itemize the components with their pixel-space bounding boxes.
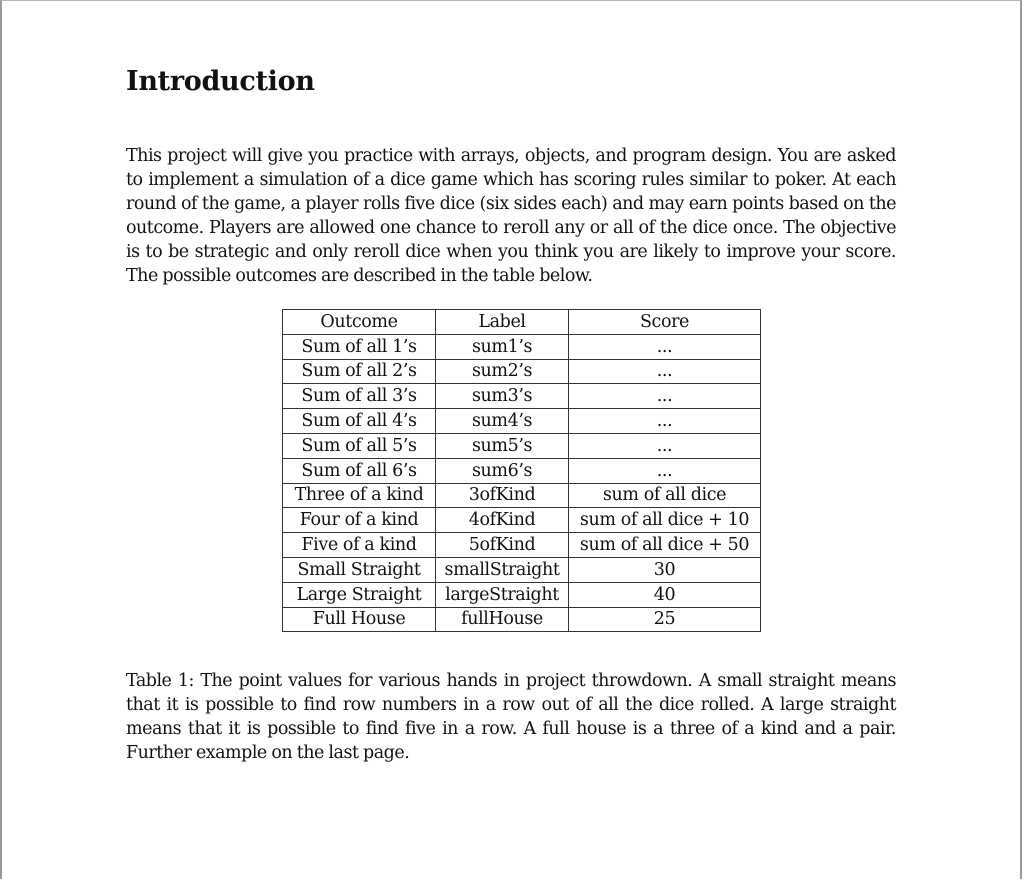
- outcomes-table: [282, 309, 761, 632]
- label-cell: sum5’s: [436, 433, 569, 458]
- label-cell: sum4’s: [436, 409, 569, 434]
- table-row: [283, 458, 761, 483]
- table-row: [283, 409, 761, 434]
- score-cell: sum of all dice + 10: [569, 508, 761, 533]
- document-content: [126, 66, 896, 783]
- table-wrapper: [126, 309, 896, 632]
- score-cell: sum of all dice + 50: [569, 533, 761, 558]
- outcome-cell: Sum of all 5’s: [283, 433, 436, 458]
- label-cell: 5ofKind: [436, 533, 569, 558]
- table-row: [283, 508, 761, 533]
- score-cell: 25: [569, 607, 761, 632]
- score-cell: ...: [569, 384, 761, 409]
- outcome-cell: Sum of all 1’s: [283, 334, 436, 359]
- table-row: [283, 533, 761, 558]
- outcome-cell: Five of a kind: [283, 533, 436, 558]
- outcome-cell: Sum of all 4’s: [283, 409, 436, 434]
- table-row: [283, 483, 761, 508]
- score-cell: sum of all dice: [569, 483, 761, 508]
- table-row: [283, 582, 761, 607]
- label-cell: 3ofKind: [436, 483, 569, 508]
- label-cell: fullHouse: [436, 607, 569, 632]
- intro-paragraph: This project will give you practice with arrays, objects, and program design. You are asked to implement a simulation of a dice game which has scoring rules similar to poker. At each round of the game, a player rolls five dice (six sides each) and may earn points based on the outcome. Players are allowed one chance to reroll any or all of the dice once. The objective is to be strategic and only reroll dice when you think you are likely to improve your score. The possible outcomes are described in the table below.: [126, 146, 896, 286]
- table-row: [283, 334, 761, 359]
- label-cell: sum1’s: [436, 334, 569, 359]
- label-cell: largeStraight: [436, 582, 569, 607]
- score-cell: ...: [569, 409, 761, 434]
- label-cell: sum3’s: [436, 384, 569, 409]
- outcome-cell: Sum of all 3’s: [283, 384, 436, 409]
- table-row: [283, 433, 761, 458]
- section-heading: Introduction: [126, 66, 315, 97]
- header-score: Score: [569, 310, 761, 335]
- table-row: [283, 557, 761, 582]
- outcome-cell: Sum of all 2’s: [283, 359, 436, 384]
- header-label: Label: [436, 310, 569, 335]
- score-cell: 40: [569, 582, 761, 607]
- outcome-cell: Small Straight: [283, 557, 436, 582]
- score-cell: 30: [569, 557, 761, 582]
- outcome-cell: Four of a kind: [283, 508, 436, 533]
- score-cell: ...: [569, 433, 761, 458]
- table-header-row: [283, 310, 761, 335]
- label-cell: sum2’s: [436, 359, 569, 384]
- table-row: [283, 384, 761, 409]
- score-cell: ...: [569, 334, 761, 359]
- table-row: [283, 607, 761, 632]
- score-cell: ...: [569, 359, 761, 384]
- score-cell: ...: [569, 458, 761, 483]
- outcome-cell: Large Straight: [283, 582, 436, 607]
- table-row: [283, 359, 761, 384]
- outcome-cell: Sum of all 6’s: [283, 458, 436, 483]
- header-outcome: Outcome: [283, 310, 436, 335]
- table-caption: Table 1: The point values for various hands in project throwdown. A small straight means that it is possible to find row numbers in a row out of all the dice rolled. A large straight means that it is possible to find five in a row. A full house is a three of a kind and a pair. Further example on the last page.: [126, 671, 896, 764]
- outcome-cell: Three of a kind: [283, 483, 436, 508]
- label-cell: 4ofKind: [436, 508, 569, 533]
- label-cell: smallStraight: [436, 557, 569, 582]
- outcome-cell: Full House: [283, 607, 436, 632]
- label-cell: sum6’s: [436, 458, 569, 483]
